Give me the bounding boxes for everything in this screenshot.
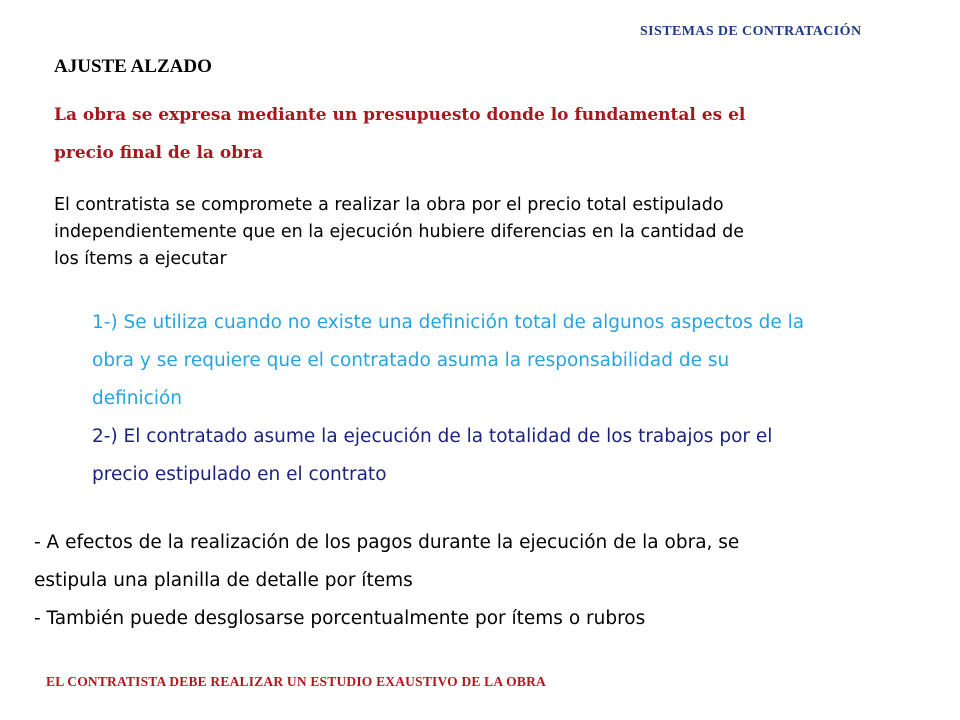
bullet-line: - A efectos de la realización de los pagos durante la ejecución de la obra, se	[34, 532, 740, 553]
point-line: obra y se requiere que el contratado asuma la responsabilidad de su	[92, 350, 730, 371]
footer-note: EL CONTRATISTA DEBE REALIZAR UN ESTUDIO EXAUSTIVO DE LA OBRA	[46, 674, 546, 689]
intro-line: La obra se expresa mediante un presupuesto donde lo fundamental es el	[54, 105, 746, 125]
description-line: independientemente que en la ejecución hubiere diferencias en la cantidad de	[54, 222, 745, 242]
bullet-line: estipula una planilla de detalle por ítems	[34, 570, 413, 591]
slide-title: AJUSTE ALZADO	[54, 56, 212, 77]
description-paragraph	[54, 192, 914, 273]
payment-notes	[34, 524, 934, 638]
point-line: precio estipulado en el contrato	[92, 464, 387, 485]
description-line: los ítems a ejecutar	[54, 249, 227, 269]
numbered-point-1	[92, 304, 952, 418]
point-line: 2-) El contratado asume la ejecución de la totalidad de los trabajos por el	[92, 426, 773, 447]
intro-statement	[54, 96, 894, 172]
numbered-point-2	[92, 418, 952, 494]
description-line: El contratista se compromete a realizar la obra por el precio total estipulado	[54, 195, 724, 215]
intro-line: precio final de la obra	[54, 143, 264, 163]
section-label: SISTEMAS DE CONTRATACIÓN	[640, 24, 862, 39]
bullet-line: - También puede desglosarse porcentualmente por ítems o rubros	[34, 608, 646, 629]
point-line: 1-) Se utiliza cuando no existe una definición total de algunos aspectos de la	[92, 312, 805, 333]
point-line: definición	[92, 388, 182, 409]
